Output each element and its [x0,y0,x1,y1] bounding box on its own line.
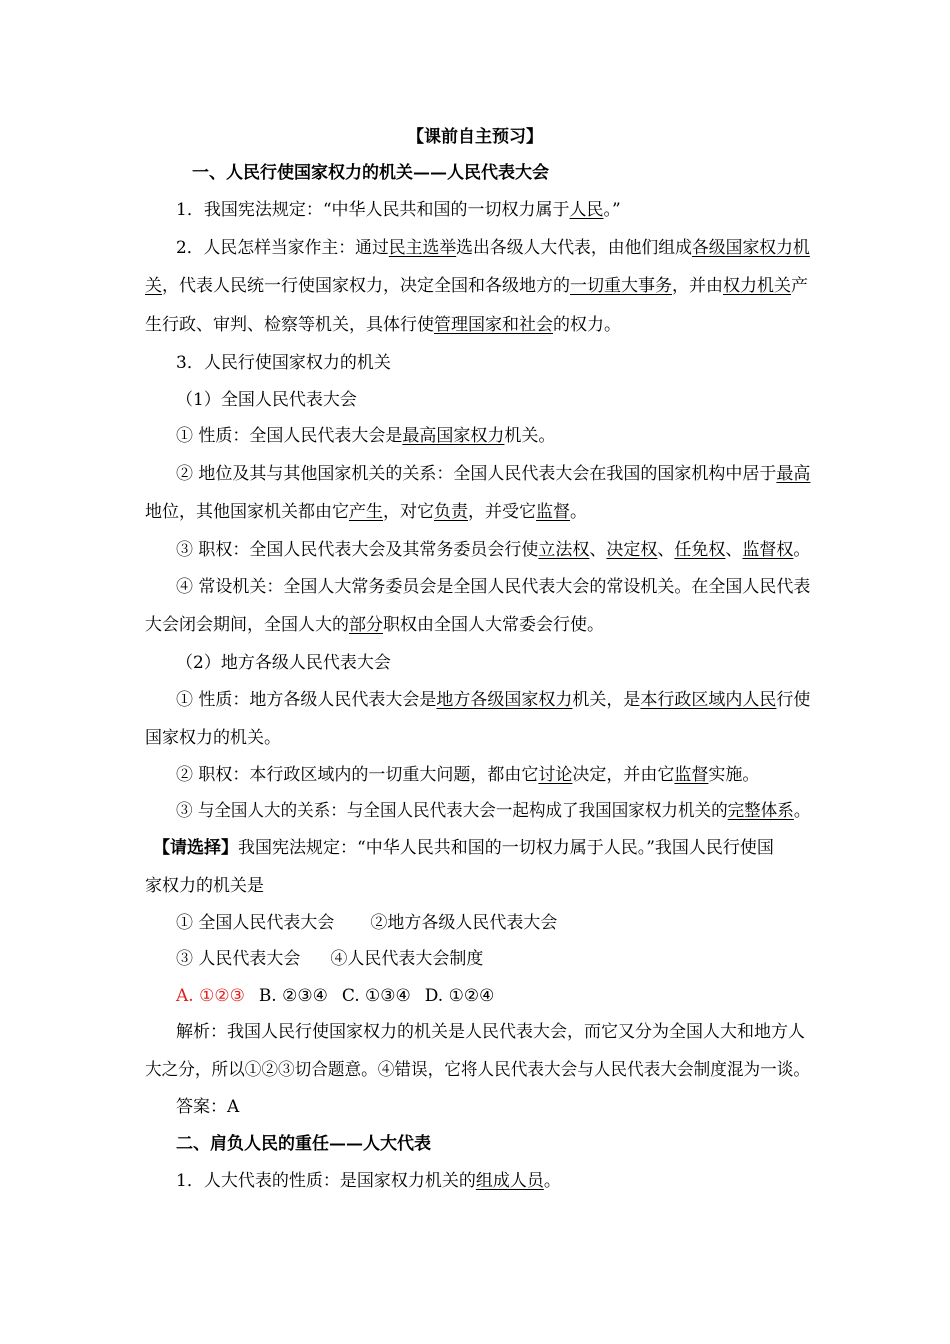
blank-answer: 本行政区域内人民 [640,690,777,710]
section2-title: 二、肩负人民的重任——人大代表 [176,1134,431,1154]
option-1: ① 全国人民代表大会 [176,913,335,933]
blank-answer: 监督 [536,502,570,522]
text: 职权由全国人大常委会行使。 [383,615,604,635]
blank-answer: 监督 [674,765,709,785]
blank-answer: 任免权 [674,540,726,560]
blank-answer: 关 [145,276,162,296]
sub2-a-line1 [176,689,810,711]
blank-answer: 最高 [776,464,811,484]
sub1-b-line1 [176,463,810,485]
text: 大会闭会期间，全国人大的 [145,615,349,635]
question-line2: 家权力的机关是 [145,876,264,896]
text: 、 [589,540,607,560]
text: 产 [791,276,808,296]
answer-choices [176,985,494,1007]
text: 决定，并由它 [572,765,675,785]
blank-answer: 决定权 [606,540,658,560]
option-2: ②地方各级人民代表大会 [370,913,558,933]
blank-answer: 地方各级国家权力 [436,690,573,710]
explanation-line2: 大之分，所以①②③切合题意。④错误，它将人民代表大会与人民代表大会制度混为一谈。 [145,1060,810,1080]
option-3: ③ 人民代表大会 [176,949,301,969]
question-tag: 【请选择】 [153,838,238,858]
s1-item2-line1 [176,237,810,259]
blank-answer: 讨论 [538,765,573,785]
sub2-c [176,800,810,822]
text: ，对它 [383,502,434,522]
text: ③ 与全国人大的关系：与全国人民代表大会一起构成了我国国家权力机关的 [176,801,728,821]
text: 。 [543,1171,561,1191]
text: 。 [793,540,811,560]
option-row-1 [176,912,557,934]
sub2-b [176,764,759,786]
text: 机关，是 [572,690,641,710]
sub1-d-line2 [145,614,604,636]
blank-answer: 负责 [434,502,468,522]
sub2-title: （2）地方各级人民代表大会 [176,653,391,673]
option-4: ④人民代表大会制度 [330,949,484,969]
answer-line: 答案：A [176,1097,240,1117]
text: ① 性质：全国人民代表大会是 [176,426,403,446]
text: ② 地位及其与其他国家机关的关系：全国人民代表大会在我国的国家机构中居于 [176,464,777,484]
sub2-a-line2: 国家权力的机关。 [145,728,281,748]
blank-answer: 最高国家权力 [402,426,505,446]
sub1-c [176,539,810,561]
text: 地位，其他国家机关都由它 [145,502,349,522]
blank-answer: 产生 [349,502,383,522]
text: ，代表人民统一行使国家权力，决定全国和各级地方的 [162,276,570,296]
choice-c: C. ①③④ [341,986,411,1006]
explanation-line1: 解析：我国人民行使国家权力的机关是人民代表大会，而它又分为全国人大和地方人 [176,1022,805,1042]
option-row-2 [176,948,483,970]
text: 1．人大代表的性质：是国家权力机关的 [176,1171,476,1191]
s1-item2-line3 [145,314,621,336]
blank-answer: 各级国家权力机 [691,238,810,258]
sub1-title: （1）全国人民代表大会 [176,390,357,410]
blank-answer: 权力机关 [723,276,791,296]
blank-answer: 立法权 [538,540,590,560]
text: 。 [570,502,587,522]
question-line1 [153,837,774,859]
text: ① 性质：地方各级人民代表大会是 [176,690,437,710]
text: 生行政、审判、检察等机关，具体行使 [145,315,434,335]
blank-answer: 部分 [349,615,383,635]
blank-answer: 管理国家和社会 [434,315,553,335]
page-heading: 【课前自主预习】 [407,127,543,147]
text: ，并受它 [468,502,536,522]
choice-b: B. ②③④ [258,986,328,1006]
text: 的权力。 [553,315,621,335]
text: 选出各级人大代表，由他们组成 [456,238,692,258]
blank-answer: 民主选举 [388,238,457,258]
blank-answer: 一切重大事务 [570,276,672,296]
text: ③ 职权：全国人民代表大会及其常务委员会行使 [176,540,539,560]
text: 。” [603,200,621,220]
blank-answer: 监督权 [742,540,794,560]
section1-title: 一、人民行使国家权力的机关——人民代表大会 [192,163,549,183]
sub1-a [176,425,555,447]
text: 、 [725,540,743,560]
text: 实施。 [708,765,760,785]
blank-answer: 人民 [569,200,604,220]
sub1-b-line2 [145,501,587,523]
choice-a-correct: A. ①②③ [176,986,245,1006]
s1-item1 [176,199,621,221]
text: 2．人民怎样当家作主：通过 [176,238,389,258]
s1-item3: 3．人民行使国家权力的机关 [176,353,391,373]
s1-item2-line2 [145,275,808,297]
s2-item1 [176,1170,561,1192]
text: 我国宪法规定：“中华人民共和国的一切权力属于人民。”我国人民行使国 [238,838,774,858]
text: 。 [793,801,811,821]
text: 、 [657,540,675,560]
text: 行使 [776,690,811,710]
sub1-d-line1: ④ 常设机关：全国人大常务委员会是全国人民代表大会的常设机关。在全国人民代表 [176,577,811,597]
text: 机关。 [504,426,556,446]
choice-d: D. ①②④ [424,986,495,1006]
blank-answer: 完整体系 [727,801,794,821]
blank-answer: 组成人员 [475,1171,544,1191]
text: ② 职权：本行政区域内的一切重大问题，都由它 [176,765,539,785]
text: ，并由 [672,276,723,296]
text: 1．我国宪法规定：“中华人民共和国的一切权力属于 [176,200,570,220]
